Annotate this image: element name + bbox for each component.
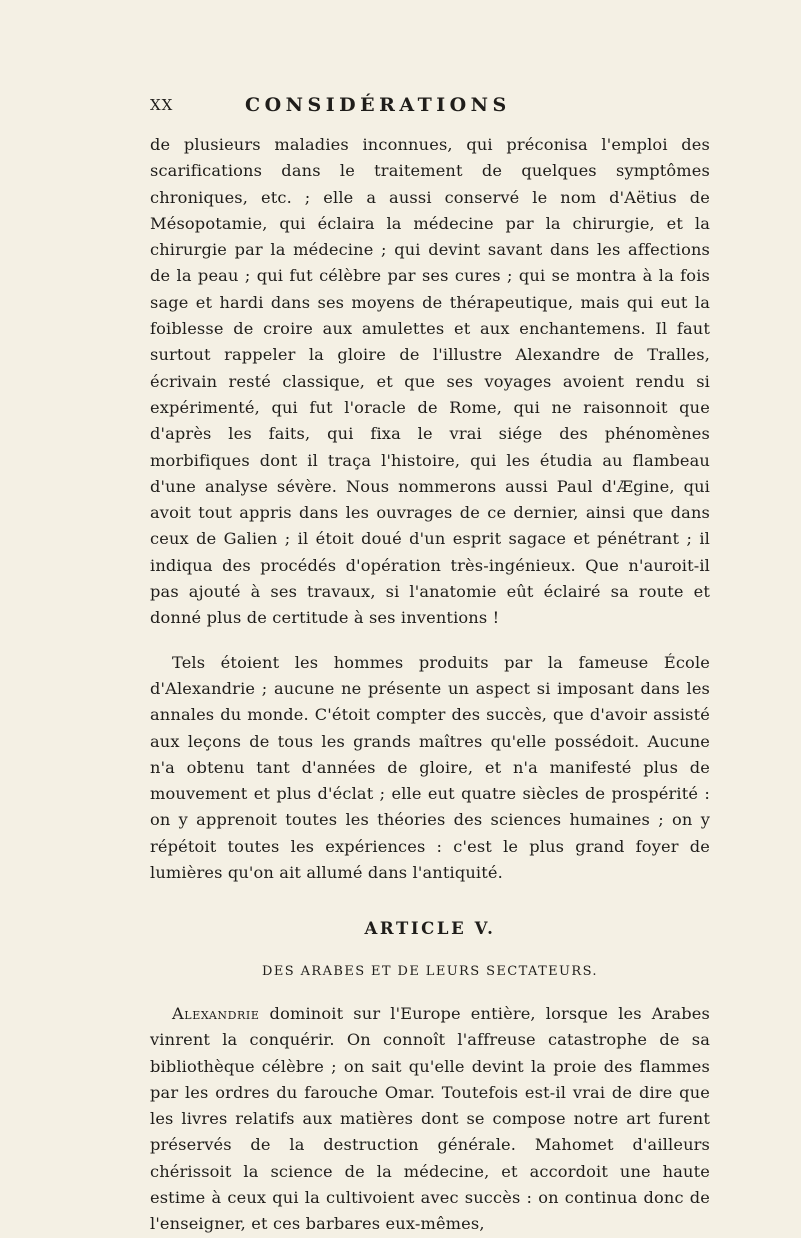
paragraph-3-lead: Alexandrie — [172, 1003, 260, 1023]
page-number: XX — [150, 96, 174, 114]
article-title: ARTICLE V. — [364, 919, 496, 939]
page-header — [150, 96, 710, 120]
paragraph-3-text: dominoit sur l'Europe entière, lorsque les Arabes vinrent la conquérir. On connoît l'affreuse catastrophe de sa bibliothèque célèbre ; on sait qu'elle devint la proie des flammes par les ordres du farouche Omar. Toutefois est-il vrai de dire que les livres relatifs aux matières dont se compose notre art furent préservés de la destruction générale. Mahomet d'ailleurs chérissoit la science de la médecine, et accordoit une haute estime à ceux qui la cultivoient avec succès : on continua donc de l'enseigner, et ces barbares eux-mêmes, — [150, 1003, 710, 1234]
paragraph-1: de plusieurs maladies inconnues, qui préconisa l'emploi des scarifications dans le traitement de quelques symptômes chroniques, etc. ; elle a aussi conservé le nom d'Aëtius de Mésopotamie, qui éclaira la médecine par la chirurgie, et la chirurgie par la médecine ; qui devint savant dans les affections de la peau ; qui fut célèbre par ses cures ; qui se montra à la fois sage et hardi dans ses moyens de thérapeutique, mais qui eut la foiblesse de croire aux amulettes et aux enchantemens. Il faut surtout rappeler la gloire de l'illustre Alexandre de Tralles, écrivain resté classique, et que ses voyages avoient rendu si expérimenté, qui fut l'oracle de Rome, qui ne raisonnoit que d'après les faits, qui fixa le vrai siége des phénomènes morbifiques dont il traça l'histoire, qui les étudia au flambeau d'une analyse sévère. Nous nommerons aussi Paul d'Ægine, qui avoit tout appris dans les ouvrages de ce dernier, ainsi que dans ceux de Galien ; il étoit doué d'un esprit sagace et pénétrant ; il indiqua des procédés d'opération très-ingénieux. Que n'auroit-il pas ajouté à ses travaux, si l'anatomie eût éclairé sa route et donné plus de certitude à ses inventions ! — [150, 135, 710, 628]
paragraph-3 — [150, 1001, 710, 1238]
running-title: CONSIDÉRATIONS — [245, 94, 511, 116]
page-body — [150, 132, 710, 1238]
paragraph-2: Tels étoient les hommes produits par la fameuse École d'Alexandrie ; aucune ne présente un aspect si imposant dans les annales du monde. C'étoit compter des succès, que d'avoir assisté aux leçons de tous les grands maîtres qu'elle possédoit. Aucune n'a obtenu tant d'années de gloire, et n'a manifesté plus de mouvement et plus d'éclat ; elle eut quatre siècles de prospérité : on y apprenoit toutes les théories des sciences humaines ; on y répétoit toutes les expériences : c'est le plus grand foyer de lumières qu'on ait allumé dans l'antiquité. — [150, 652, 710, 883]
article-subtitle: DES ARABES ET DE LEURS SECTATEURS. — [262, 963, 598, 979]
